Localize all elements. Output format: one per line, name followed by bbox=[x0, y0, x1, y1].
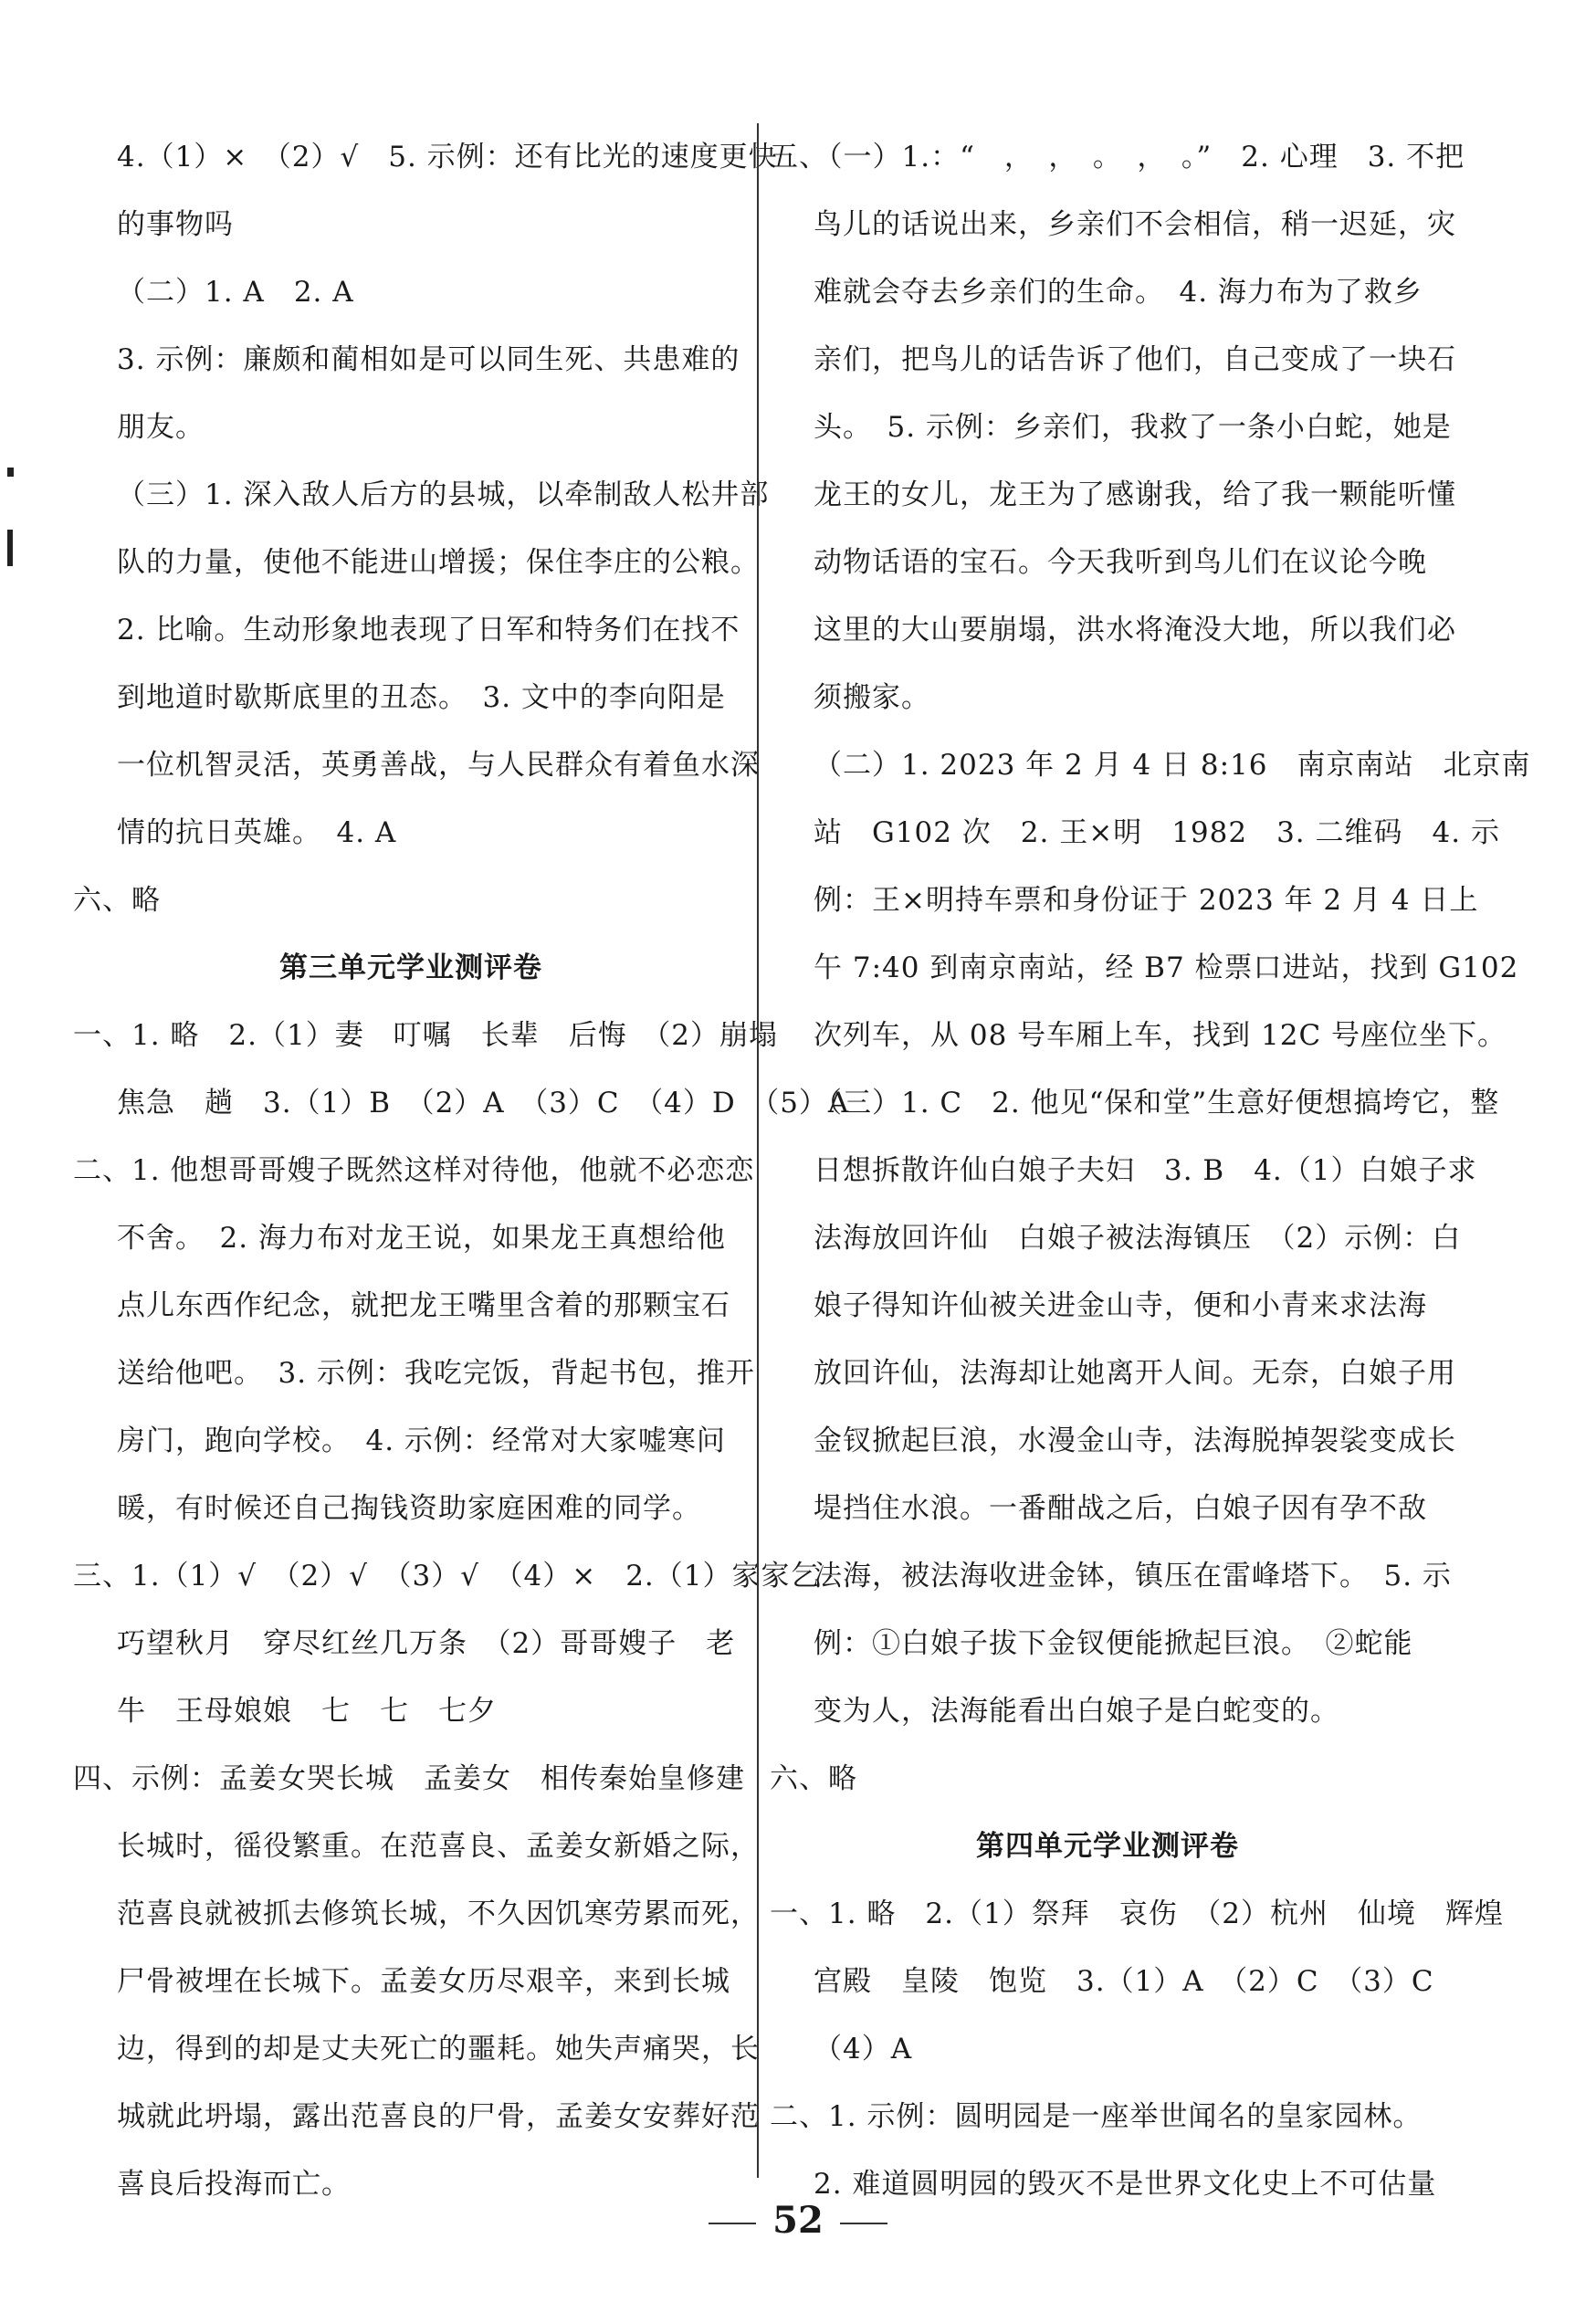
answer-line: 的事物吗 bbox=[117, 208, 234, 241]
answer-line: 范喜良就被抓去修筑长城，不久因饥寒劳累而死， bbox=[117, 1897, 760, 1930]
answer-line: 宫殿 皇陵 饱览 3.（1）A （2）C （3）C bbox=[814, 1965, 1434, 1998]
answer-line: 龙王的女儿，龙王为了感谢我，给了我一颗能听懂 bbox=[814, 478, 1456, 511]
footer-dash bbox=[840, 2223, 887, 2224]
answer-line: 情的抗日英雄。 4. A bbox=[117, 816, 397, 849]
answer-line: 牛 王母娘娘 七 七 七夕 bbox=[117, 1695, 497, 1728]
answer-line: 一位机智灵活，英勇善战，与人民群众有着鱼水深 bbox=[117, 749, 760, 782]
answer-line: （4）A bbox=[814, 2033, 913, 2065]
answer-line: 4.（1）× （2）√ 5. 示例：还有比光的速度更快 bbox=[117, 141, 778, 173]
answer-line: 法海，被法海收进金钵，镇压在雷峰塔下。 5. 示 bbox=[814, 1560, 1452, 1592]
answer-line: 日想拆散许仙白娘子夫妇 3. B 4.（1）白娘子求 bbox=[814, 1154, 1477, 1187]
right-column bbox=[770, 123, 1531, 2218]
answer-line: 堤挡住水浪。一番酣战之后，白娘子因有孕不敌 bbox=[814, 1492, 1427, 1525]
answer-line: 3. 示例：廉颇和蔺相如是可以同生死、共患难的 bbox=[117, 343, 740, 376]
answer-line: 2. 比喻。生动形象地表现了日军和特务们在找不 bbox=[117, 614, 740, 646]
answer-line: 喜良后投海而亡。 bbox=[117, 2168, 351, 2201]
answer-line: 二、1. 他想哥哥嫂子既然这样对待他，他就不必恋恋 bbox=[73, 1154, 755, 1187]
column-divider bbox=[757, 123, 759, 2178]
answer-line: 一、1. 略 2.（1）妻 叮嘱 长辈 后悔 （2）崩塌 bbox=[73, 1019, 778, 1052]
section-title: 第四单元学业测评卷 bbox=[976, 1830, 1239, 1863]
answer-line: 午 7:40 到南京南站，经 B7 检票口进站，找到 G102 bbox=[814, 951, 1519, 984]
answer-line: 二、1. 示例：圆明园是一座举世闻名的皇家园林。 bbox=[770, 2100, 1423, 2133]
answer-line: （三）1. C 2. 他见“保和堂”生意好便想搞垮它，整 bbox=[814, 1087, 1500, 1119]
section-title: 第三单元学业测评卷 bbox=[279, 951, 542, 984]
answer-line: 到地道时歇斯底里的丑态。 3. 文中的李向阳是 bbox=[117, 681, 726, 714]
answer-line: 六、略 bbox=[770, 1762, 857, 1795]
answer-line: 亲们，把鸟儿的话告诉了他们，自己变成了一块石 bbox=[814, 343, 1456, 376]
answer-line: 次列车，从 08 号车厢上车，找到 12C 号座位坐下。 bbox=[814, 1019, 1507, 1052]
answer-line: 送给他吧。 3. 示例：我吃完饭，背起书包，推开 bbox=[117, 1357, 755, 1390]
answer-line: 暖，有时候还自己掏钱资助家庭困难的同学。 bbox=[117, 1492, 701, 1525]
answer-line: 一、1. 略 2.（1）祭拜 哀伤 （2）杭州 仙境 辉煌 bbox=[770, 1897, 1504, 1930]
answer-line: 队的力量，使他不能进山增援；保住李庄的公粮。 bbox=[117, 546, 760, 579]
answer-line: 长城时，徭役繁重。在范喜良、孟姜女新婚之际， bbox=[117, 1830, 760, 1863]
answer-line: （二）1. A 2. A bbox=[117, 276, 354, 309]
answer-line: 六、略 bbox=[73, 884, 161, 917]
answer-line: 边，得到的却是丈夫死亡的噩耗。她失声痛哭，长 bbox=[117, 2033, 760, 2065]
answer-line: 头。 5. 示例：乡亲们，我救了一条小白蛇，她是 bbox=[814, 411, 1452, 444]
scan-mark bbox=[7, 530, 13, 566]
answer-line: 点儿东西作纪念，就把龙王嘴里含着的那颗宝石 bbox=[117, 1289, 730, 1322]
answer-line: 须搬家。 bbox=[814, 681, 930, 714]
answer-line: 尸骨被埋在长城下。孟姜女历尽艰辛，来到长城 bbox=[117, 1965, 730, 1998]
answer-line: 三、1.（1）√ （2）√ （3）√ （4）× 2.（1）家家乞 bbox=[73, 1560, 820, 1592]
answer-line: 朋友。 bbox=[117, 411, 205, 444]
answer-line: 鸟儿的话说出来，乡亲们不会相信，稍一迟延，灾 bbox=[814, 208, 1456, 241]
answer-line: 动物话语的宝石。今天我听到鸟儿们在议论今晚 bbox=[814, 546, 1427, 579]
page-footer bbox=[0, 2199, 1596, 2242]
page-number: 52 bbox=[772, 2199, 824, 2242]
answer-line: 五、（一）1.：“ ， ， 。 ， 。” 2. 心理 3. 不把 bbox=[770, 141, 1465, 173]
scan-mark bbox=[7, 468, 14, 477]
answer-line: 房门，跑向学校。 4. 示例：经常对大家嘘寒问 bbox=[117, 1424, 726, 1457]
answer-line: 四、示例：孟姜女哭长城 孟姜女 相传秦始皇修建 bbox=[73, 1762, 745, 1795]
answer-line: 站 G102 次 2. 王×明 1982 3. 二维码 4. 示 bbox=[814, 816, 1500, 849]
answer-line: 这里的大山要崩塌，洪水将淹没大地，所以我们必 bbox=[814, 614, 1456, 646]
answer-line: 娘子得知许仙被关进金山寺，便和小青来求法海 bbox=[814, 1289, 1427, 1322]
answer-line: 例：王×明持车票和身份证于 2023 年 2 月 4 日上 bbox=[814, 884, 1479, 917]
answer-line: 难就会夺去乡亲们的生命。 4. 海力布为了救乡 bbox=[814, 276, 1423, 309]
answer-line: 不舍。 2. 海力布对龙王说，如果龙王真想给他 bbox=[117, 1222, 726, 1255]
answer-line: （三）1. 深入敌人后方的县城，以牵制敌人松井部 bbox=[117, 478, 770, 511]
answer-line: 变为人，法海能看出白娘子是白蛇变的。 bbox=[814, 1695, 1339, 1728]
answer-line: （二）1. 2023 年 2 月 4 日 8:16 南京南站 北京南 bbox=[814, 749, 1531, 782]
answer-line: 放回许仙，法海却让她离开人间。无奈，白娘子用 bbox=[814, 1357, 1456, 1390]
answer-line: 城就此坍塌，露出范喜良的尸骨，孟姜女安葬好范 bbox=[117, 2100, 760, 2133]
answer-line: 焦急 趟 3.（1）B （2）A （3）C （4）D （5）A bbox=[117, 1087, 850, 1119]
left-column bbox=[73, 123, 850, 2218]
answer-line: 例：①白娘子拔下金钗便能掀起巨浪。 ②蛇能 bbox=[814, 1627, 1413, 1660]
answer-line: 法海放回许仙 白娘子被法海镇压 （2）示例：白 bbox=[814, 1222, 1462, 1255]
answer-line: 巧望秋月 穿尽红丝几万条 （2）哥哥嫂子 老 bbox=[117, 1627, 736, 1660]
answer-line: 金钗掀起巨浪，水漫金山寺，法海脱掉袈裟变成长 bbox=[814, 1424, 1456, 1457]
footer-dash bbox=[709, 2223, 756, 2224]
answer-line: 2. 难道圆明园的毁灭不是世界文化史上不可估量 bbox=[814, 2168, 1437, 2201]
